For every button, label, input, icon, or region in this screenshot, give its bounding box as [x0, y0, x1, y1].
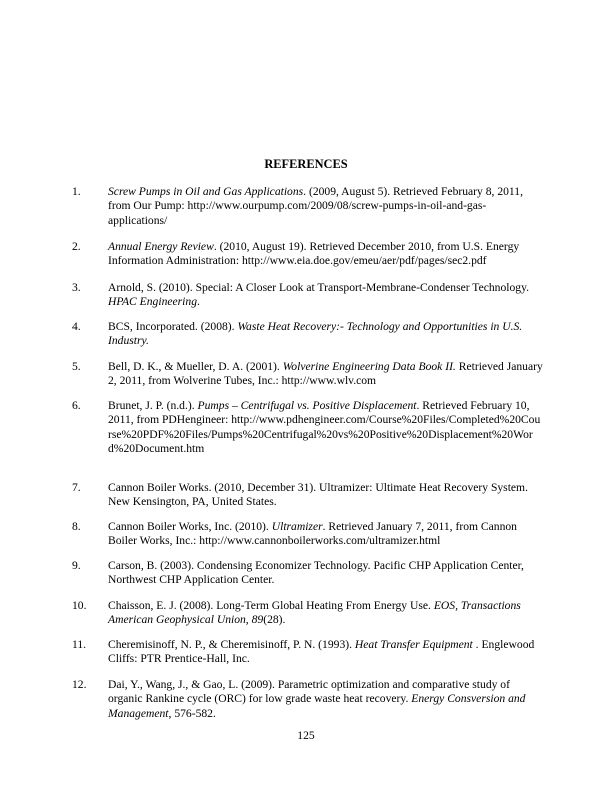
reference-text — [108, 360, 544, 389]
reference-segment: Brunet, J. P. (n.d.). — [108, 399, 198, 412]
reference-entry — [72, 520, 544, 549]
reference-text — [108, 599, 544, 628]
reference-text — [108, 399, 544, 457]
reference-segment: Bell, D. K., & Mueller, D. A. (2001). — [108, 360, 283, 373]
reference-entry — [72, 320, 544, 349]
reference-title: HPAC Engineering — [108, 295, 197, 309]
reference-number: 3. — [72, 281, 81, 294]
reference-entry — [72, 481, 544, 510]
reference-number: 12. — [72, 678, 87, 691]
reference-text — [108, 520, 544, 549]
reference-text — [108, 281, 544, 310]
reference-entry — [72, 638, 544, 667]
page-number: 125 — [297, 729, 315, 742]
reference-segment: Chaisson, E. J. (2008). Long-Term Global Heating From Energy Use. — [108, 599, 434, 612]
reference-title: Waste Heat Recovery:- Technology and Opportunities in U.S. Industry. — [108, 320, 523, 348]
reference-segment: , 576-582. — [168, 706, 216, 720]
reference-title: Screw Pumps in Oil and Gas Applications — [108, 185, 304, 198]
reference-segment: Carson, B. (2003). Condensing Economizer Technology. Pacific CHP Application Center, Northwest CHP Application Center. — [108, 559, 524, 587]
reference-title: Annual Energy Review — [108, 240, 214, 253]
reference-number: 10. — [72, 599, 87, 612]
reference-number: 11. — [72, 638, 87, 651]
reference-text — [108, 559, 544, 588]
reference-title: Heat Transfer Equipment — [354, 638, 473, 651]
reference-segment: Cheremisinoff, N. P., & Cheremisinoff, P. N. (1993). — [108, 638, 355, 651]
reference-title: Ultramizer — [271, 520, 323, 533]
reference-entry — [72, 559, 544, 588]
reference-number: 7. — [72, 481, 81, 494]
reference-number: 9. — [72, 559, 81, 572]
reference-segment: (28). — [263, 613, 286, 627]
reference-segment: . Retrieved February 10, 2011, from PDHengineer: — [108, 399, 530, 427]
reference-entry — [72, 360, 544, 389]
reference-segment: Cannon Boiler Works. (2010, December 31). Ultramizer: Ultimate Heat Recovery System. New Kensington, PA, United States. — [108, 481, 528, 509]
reference-entry — [72, 599, 544, 628]
reference-text — [108, 481, 544, 510]
reference-number: 6. — [72, 399, 81, 412]
reference-segment: Cannon Boiler Works, Inc. (2010). — [108, 520, 272, 533]
reference-text — [108, 678, 544, 721]
reference-segment: . (2010, August 19). Retrieved December 2010, from U.S. Energy Information Administration: http://www.eia.doe.gov/emeu/aer/pdf/pages/sec2.pdf — [108, 240, 520, 268]
reference-segment: Retrieved January 2, 2011, from Wolverine Tubes, Inc.: http://www.wlv.com — [108, 360, 543, 388]
reference-entry — [72, 678, 544, 721]
reference-segment: . (2009, August 5). Retrieved February 8, 2011, from Our Pump: http://www.ourpump.com/2009/08/screw-pumps-in-oil-and-gas-applications/ — [108, 185, 523, 227]
reference-segment: BCS, Incorporated. (2008). — [108, 320, 238, 333]
reference-number: 2. — [72, 240, 81, 253]
reference-number: 1. — [72, 185, 81, 198]
reference-text — [108, 320, 544, 349]
reference-entry — [72, 281, 544, 310]
reference-title: EOS, Transactions American Geophysical Union, 89 — [108, 599, 521, 627]
reference-number: 8. — [72, 520, 81, 533]
reference-entry — [72, 399, 544, 457]
reference-title: Pumps – Centrifugal vs. Positive Displacement — [197, 399, 417, 412]
reference-segment: . — [197, 295, 200, 309]
reference-segment: Arnold, S. (2010). Special: A Closer Look at Transport-Membrane-Condenser Technology. — [108, 281, 530, 294]
reference-entry — [72, 185, 544, 228]
reference-text — [108, 185, 544, 228]
reference-number: 4. — [72, 320, 81, 333]
reference-entry — [72, 240, 544, 269]
reference-segment: . Englewood Cliffs: PTR Prentice-Hall, Inc. — [108, 638, 535, 666]
reference-number: 5. — [72, 360, 81, 373]
reference-title: Wolverine Engineering Data Book II. — [282, 360, 456, 373]
reference-segment: Dai, Y., Wang, J., & Gao, L. (2009). Parametric optimization and comparative study of organic Rankine cycle (ORC) for low grade waste heat recovery. — [108, 678, 510, 706]
reference-title: Energy Consversion and Management — [108, 692, 526, 720]
reference-segment: . Retrieved January 7, 2011, from Cannon Boiler Works, Inc.: http://www.cannonboilerworks.com/ultramizer.html — [108, 520, 517, 548]
reference-text — [108, 240, 544, 269]
reference-segment: http://www.pdhengineer.com/Course%20Files/Completed%20Course%20PDF%20Files/Pumps%20Centrifugal%20vs%20Positive%20Displacement%20Word%20Document.htm — [108, 413, 541, 456]
references-heading: REFERENCES — [264, 157, 348, 171]
reference-text — [108, 638, 544, 667]
